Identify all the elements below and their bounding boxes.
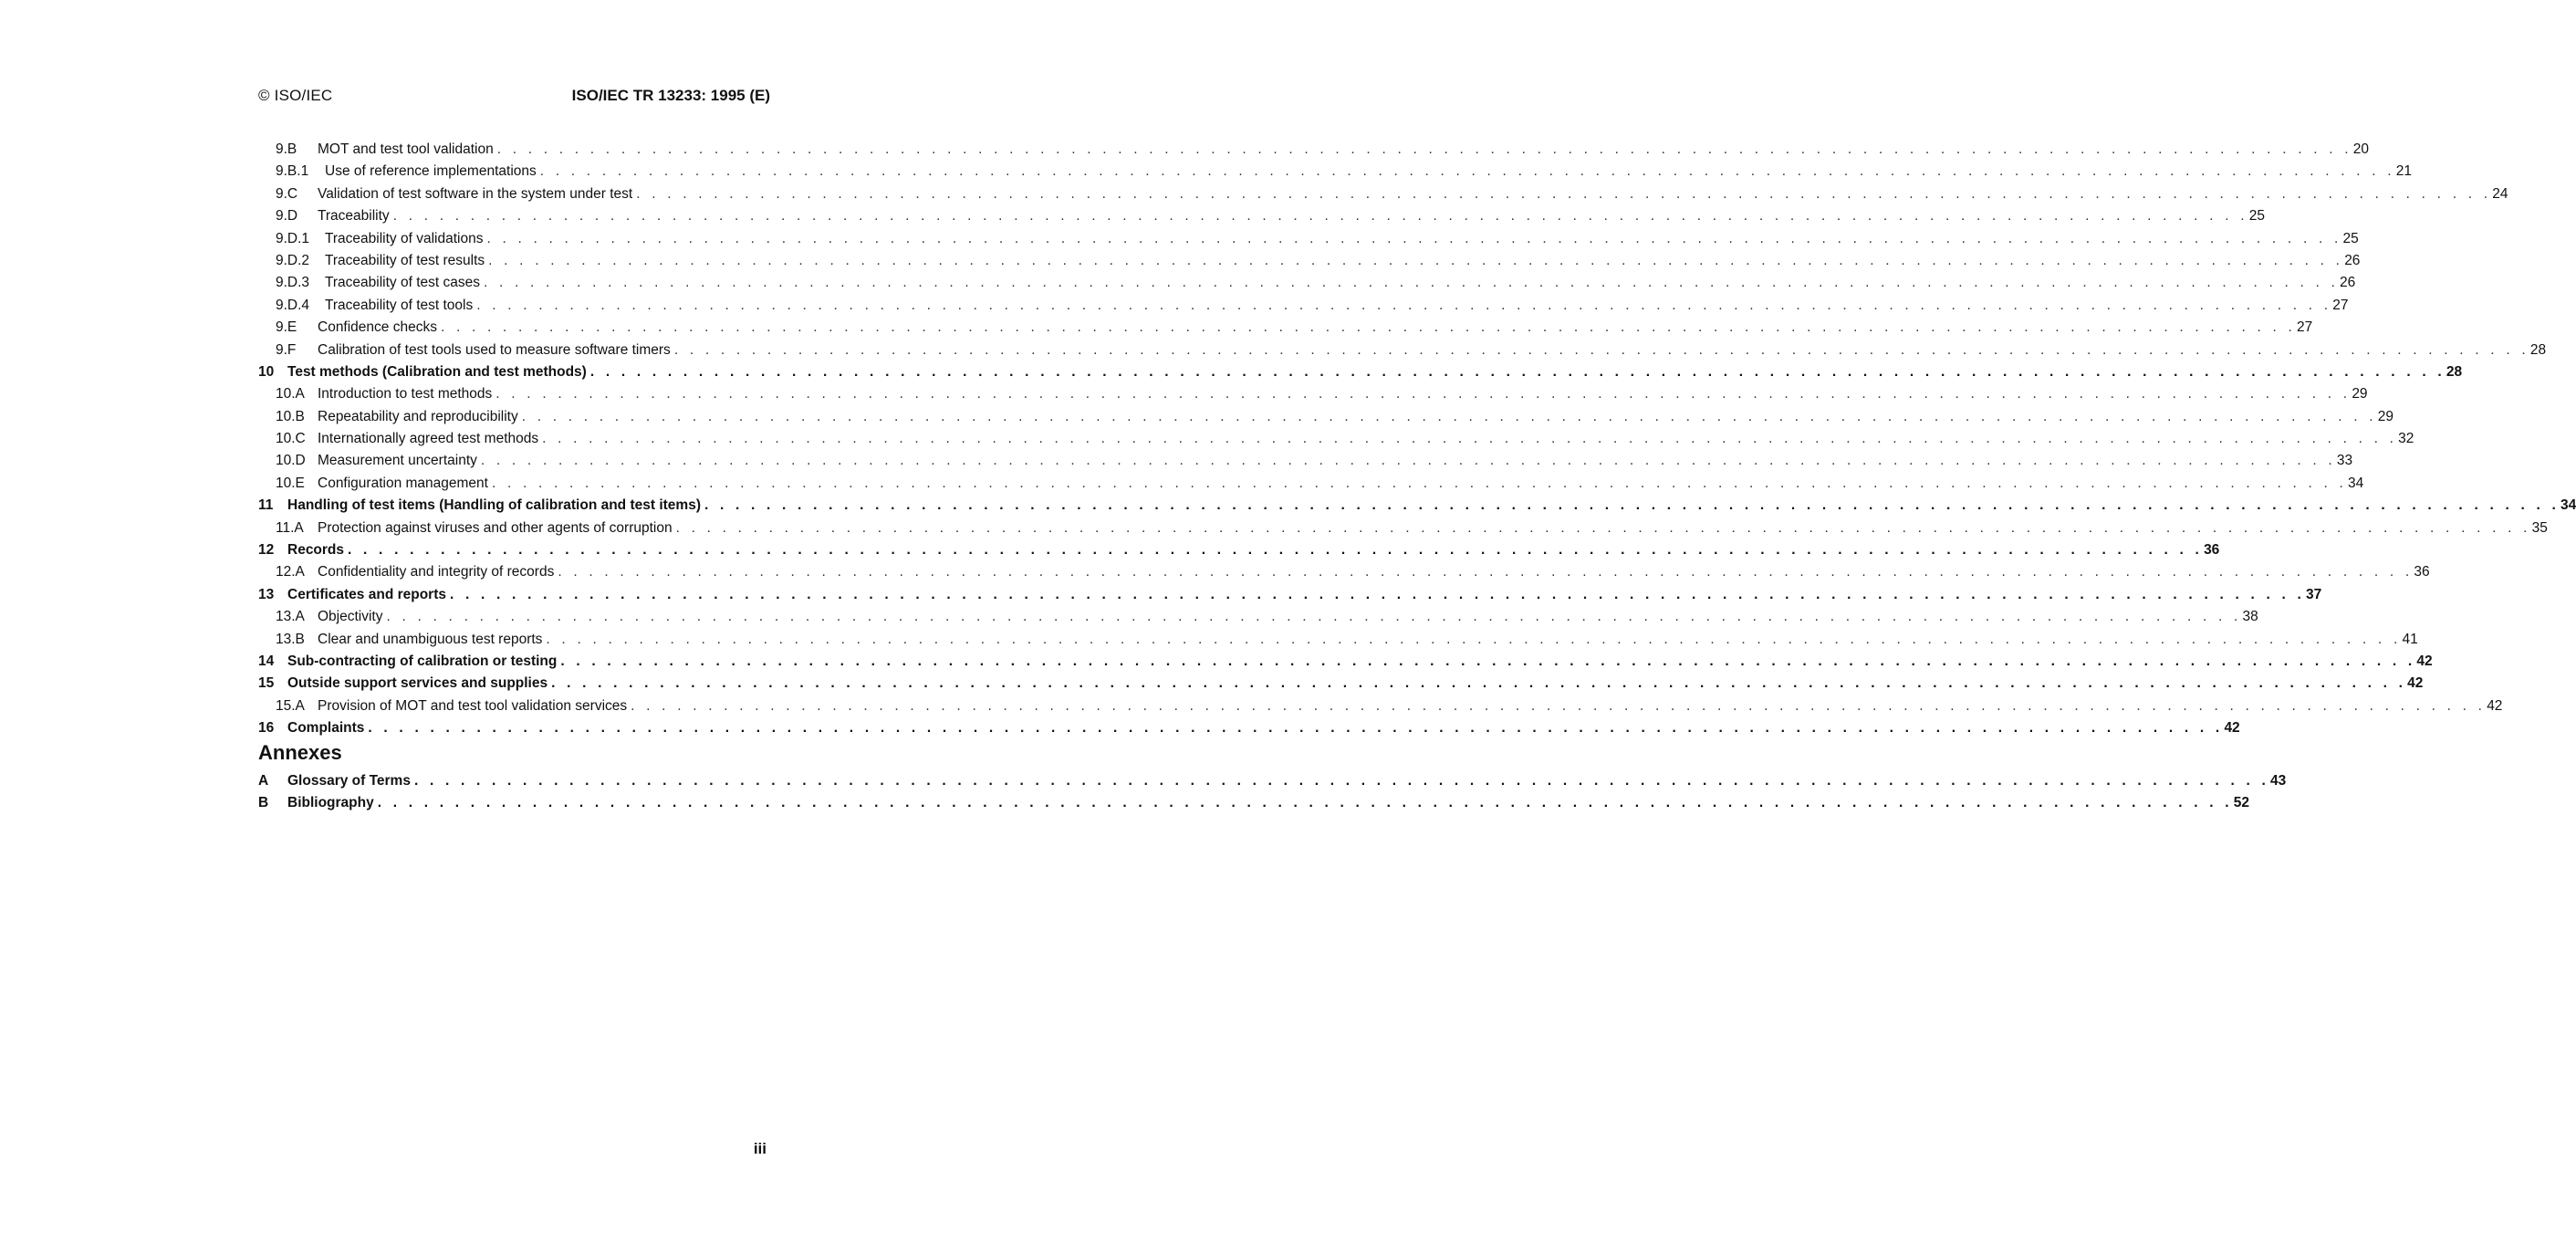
toc-entry-number: 10.B [276,408,305,424]
toc-entry[interactable] [258,695,2503,717]
toc-entry[interactable] [258,295,2349,317]
toc-entry-number: 12.A [276,564,305,580]
toc-entry-line [287,651,2433,673]
toc-entry-line [325,250,2361,272]
toc-dot-leader: . . . . . . . . . . . . . . . . . . . . . . . . . . . . . . . . . . . . . . . . . . . . . . . . . . . . . . . . . . . . . . . . . . . . . . . . . . . . . . . . . . . . . . . . . . . . . . . . . . . . . . . . . . . . . . . . . . . . . . . . [348,542,2204,559]
toc-entry-line [318,629,2418,651]
toc-dot-leader: . . . . . . . . . . . . . . . . . . . . . . . . . . . . . . . . . . . . . . . . . . . . . . . . . . . . . . . . . . . . . . . . . . . . . . . . . . . . . . . . . . . . . . . . . . . . . . . . . . . . . . . . . . . . . . . . . . . . . . . . [704,497,2560,514]
toc-entry-title: Traceability of validations [325,228,486,250]
toc-entry-page: 41 [2402,631,2418,647]
toc-dot-leader: . . . . . . . . . . . . . . . . . . . . . . . . . . . . . . . . . . . . . . . . . . . . . . . . . . . . . . . . . . . . . . . . . . . . . . . . . . . . . . . . . . . . . . . . . . . . . . . . . . . . . . . . . . . . . . . . . . . . . . . . [386,609,2242,625]
toc-entry-line [287,717,2240,739]
toc-entry-page: 26 [2344,252,2361,268]
toc-dot-leader: . . . . . . . . . . . . . . . . . . . . . . . . . . . . . . . . . . . . . . . . . . . . . . . . . . . . . . . . . . . . . . . . . . . . . . . . . . . . . . . . . . . . . . . . . . . . . . . . . . . . . . . . . . . . . . . . . . . . . . . . [495,386,2352,402]
toc-entry-line [318,561,2430,583]
toc-entry-page: 36 [2414,564,2430,580]
toc-entry[interactable] [258,272,2356,294]
toc-entry-title: Internationally agreed test methods [318,428,542,450]
toc-entry[interactable] [258,361,2463,383]
toc-entry-title: Repeatability and reproducibility [318,406,522,428]
toc-dot-leader: . . . . . . . . . . . . . . . . . . . . . . . . . . . . . . . . . . . . . . . . . . . . . . . . . . . . . . . . . . . . . . . . . . . . . . . . . . . . . . . . . . . . . . . . . . . . . . . . . . . . . . . . . . . . . . . . . . . . . . . . [539,163,2395,180]
header-copyright: © ISO/IEC [258,87,333,104]
toc-entry-title: Confidentiality and integrity of records [318,561,558,583]
toc-entry-title: Clear and unambiguous test reports [318,629,546,651]
toc-dot-leader: . . . . . . . . . . . . . . . . . . . . . . . . . . . . . . . . . . . . . . . . . . . . . . . . . . . . . . . . . . . . . . . . . . . . . . . . . . . . . . . . . . . . . . . . . . . . . . . . . . . . . . . . . . . . . . . . . . . . . . . . [589,363,2446,380]
toc-entry-number: 15 [258,675,275,692]
toc-dot-leader: . . . . . . . . . . . . . . . . . . . . . . . . . . . . . . . . . . . . . . . . . . . . . . . . . . . . . . . . . . . . . . . . . . . . . . . . . . . . . . . . . . . . . . . . . . . . . . . . . . . . . . . . . . . . . . . . . . . . . . . . [560,653,2416,669]
toc-entry-title: Objectivity [318,606,387,628]
toc-dot-leader: . . . . . . . . . . . . . . . . . . . . . . . . . . . . . . . . . . . . . . . . . . . . . . . . . . . . . . . . . . . . . . . . . . . . . . . . . . . . . . . . . . . . . . . . . . . . . . . . . . . . . . . . . . . . . . . . . . . . . . . . [450,586,2306,602]
toc-entry-line [318,317,2313,339]
toc-entry-number: 10 [258,363,275,380]
toc-entry-line [318,517,2548,539]
toc-entry[interactable] [258,629,2418,651]
toc-entry-line [318,383,2368,405]
toc-entry[interactable] [258,205,2265,227]
toc-entry[interactable] [258,539,2220,561]
toc-entry-title: Traceability [318,205,393,227]
toc-entry[interactable] [258,495,2576,517]
toc-entry-title: Introduction to test methods [318,383,495,405]
toc-entry-title: Traceability of test tools [325,295,476,317]
toc-entry-line [318,695,2503,717]
toc-entry-number: 12 [258,542,275,559]
toc-entry-line [318,428,2414,450]
toc-entry-title: Complaints [287,717,368,739]
toc-entry-title: Glossary of Terms [287,770,414,792]
toc-dot-leader: . . . . . . . . . . . . . . . . . . . . . . . . . . . . . . . . . . . . . . . . . . . . . . . . . . . . . . . . . . . . . . . . . . . . . . . . . . . . . . . . . . . . . . . . . . . . . . . . . . . . . . . . . . . . . . . . . . . . . . . . [546,631,2402,647]
toc-entry-line [318,340,2547,361]
toc-entry[interactable] [258,340,2547,361]
toc-dot-leader: . . . . . . . . . . . . . . . . . . . . . . . . . . . . . . . . . . . . . . . . . . . . . . . . . . . . . . . . . . . . . . . . . . . . . . . . . . . . . . . . . . . . . . . . . . . . . . . . . . . . . . . . . . . . . . . . . . . . . . . . [673,341,2529,358]
toc-entry-line [318,183,2508,205]
toc-entry-title: Use of reference implementations [325,161,540,183]
toc-entry[interactable] [258,651,2433,673]
toc-entry-page: 32 [2398,431,2414,447]
toc-entry-page: 35 [2531,519,2548,536]
toc-entry[interactable] [258,428,2414,450]
toc-dot-leader: . . . . . . . . . . . . . . . . . . . . . . . . . . . . . . . . . . . . . . . . . . . . . . . . . . . . . . . . . . . . . . . . . . . . . . . . . . . . . . . . . . . . . . . . . . . . . . . . . . . . . . . . . . . . . . . . . . . . . . . . [484,275,2340,291]
page-number: iii [753,1140,767,1157]
toc-entry-title: Validation of test software in the system under test [318,183,636,205]
toc-entry-line [318,450,2353,472]
toc-entry-number: 10.A [276,386,305,402]
toc-entry-page: 27 [2297,319,2313,336]
toc-entry-number: 9.B.1 [276,163,309,180]
toc-entry-page: 42 [2416,653,2433,669]
toc-entry[interactable] [258,792,2250,814]
toc-entry-title: Configuration management [318,473,492,495]
toc-entry-title: Provision of MOT and test tool validation services [318,695,631,717]
toc-entry[interactable] [258,717,2240,739]
toc-dot-leader: . . . . . . . . . . . . . . . . . . . . . . . . . . . . . . . . . . . . . . . . . . . . . . . . . . . . . . . . . . . . . . . . . . . . . . . . . . . . . . . . . . . . . . . . . . . . . . . . . . . . . . . . . . . . . . . . . . . . . . . . [488,252,2344,268]
toc-entry-title: Bibliography [287,792,378,814]
toc-dot-leader: . . . . . . . . . . . . . . . . . . . . . . . . . . . . . . . . . . . . . . . . . . . . . . . . . . . . . . . . . . . . . . . . . . . . . . . . . . . . . . . . . . . . . . . . . . . . . . . . . . . . . . . . . . . . . . . . . . . . . . . . [551,675,2407,692]
toc-entry[interactable] [258,383,2368,405]
toc-dot-leader: . . . . . . . . . . . . . . . . . . . . . . . . . . . . . . . . . . . . . . . . . . . . . . . . . . . . . . . . . . . . . . . . . . . . . . . . . . . . . . . . . . . . . . . . . . . . . . . . . . . . . . . . . . . . . . . . . . . . . . . . [631,697,2487,714]
toc-dot-leader: . . . . . . . . . . . . . . . . . . . . . . . . . . . . . . . . . . . . . . . . . . . . . . . . . . . . . . . . . . . . . . . . . . . . . . . . . . . . . . . . . . . . . . . . . . . . . . . . . . . . . . . . . . . . . . . . . . . . . . . . [476,297,2332,313]
toc-entry-number: 13.A [276,609,305,625]
toc-entry-line [325,161,2413,183]
toc-dot-leader: . . . . . . . . . . . . . . . . . . . . . . . . . . . . . . . . . . . . . . . . . . . . . . . . . . . . . . . . . . . . . . . . . . . . . . . . . . . . . . . . . . . . . . . . . . . . . . . . . . . . . . . . . . . . . . . . . . . . . . . . [440,319,2296,336]
toc-entry-line [318,139,2369,161]
toc-entry-title: Test methods (Calibration and test methods) [287,361,590,383]
toc-dot-leader: . . . . . . . . . . . . . . . . . . . . . . . . . . . . . . . . . . . . . . . . . . . . . . . . . . . . . . . . . . . . . . . . . . . . . . . . . . . . . . . . . . . . . . . . . . . . . . . . . . . . . . . . . . . . . . . . . . . . . . . . [480,453,2336,469]
toc-entry-page: 20 [2352,141,2369,157]
toc-entry-line [287,495,2576,517]
table-of-contents [258,139,2576,740]
toc-entry[interactable] [258,584,2322,606]
toc-entry[interactable] [258,473,2364,495]
toc-entry-number: 13 [258,586,275,602]
toc-entry[interactable] [258,561,2430,583]
toc-dot-leader: . . . . . . . . . . . . . . . . . . . . . . . . . . . . . . . . . . . . . . . . . . . . . . . . . . . . . . . . . . . . . . . . . . . . . . . . . . . . . . . . . . . . . . . . . . . . . . . . . . . . . . . . . . . . . . . . . . . . . . . . [392,208,2248,225]
toc-entry-number: 16 [258,720,275,737]
toc-entry-page: 43 [2270,773,2287,789]
toc-entry-line [287,361,2463,383]
toc-entry-title: Records [287,539,348,561]
toc-entry-number: 9.B [276,141,297,157]
toc-entry-number: 13.B [276,631,305,647]
toc-entry-title: Outside support services and supplies [287,673,551,695]
toc-entry[interactable] [258,406,2393,428]
toc-dot-leader: . . . . . . . . . . . . . . . . . . . . . . . . . . . . . . . . . . . . . . . . . . . . . . . . . . . . . . . . . . . . . . . . . . . . . . . . . . . . . . . . . . . . . . . . . . . . . . . . . . . . . . . . . . . . . . . . . . . . . . . . [496,141,2352,157]
toc-entry-line [318,473,2364,495]
toc-entry-number: 9.D.4 [276,297,310,313]
toc-entry-title: Protection against viruses and other agents of corruption [318,517,676,539]
toc-entry-number: 11 [258,497,274,514]
toc-entry[interactable] [258,673,2424,695]
toc-entry-number: 9.D [276,208,298,225]
toc-entry-line [325,228,2359,250]
toc-dot-leader: . . . . . . . . . . . . . . . . . . . . . . . . . . . . . . . . . . . . . . . . . . . . . . . . . . . . . . . . . . . . . . . . . . . . . . . . . . . . . . . . . . . . . . . . . . . . . . . . . . . . . . . . . . . . . . . . . . . . . . . . [486,230,2342,246]
toc-dot-leader: . . . . . . . . . . . . . . . . . . . . . . . . . . . . . . . . . . . . . . . . . . . . . . . . . . . . . . . . . . . . . . . . . . . . . . . . . . . . . . . . . . . . . . . . . . . . . . . . . . . . . . . . . . . . . . . . . . . . . . . . [675,519,2531,536]
toc-dot-leader: . . . . . . . . . . . . . . . . . . . . . . . . . . . . . . . . . . . . . . . . . . . . . . . . . . . . . . . . . . . . . . . . . . . . . . . . . . . . . . . . . . . . . . . . . . . . . . . . . . . . . . . . . . . . . . . . . . . . . . . . [413,773,2269,789]
toc-entry-line [318,205,2265,227]
toc-entry[interactable] [258,228,2359,250]
toc-dot-leader: . . . . . . . . . . . . . . . . . . . . . . . . . . . . . . . . . . . . . . . . . . . . . . . . . . . . . . . . . . . . . . . . . . . . . . . . . . . . . . . . . . . . . . . . . . . . . . . . . . . . . . . . . . . . . . . . . . . . . . . . [368,720,2224,737]
toc-entry-line [318,406,2393,428]
toc-entry-number: 11.A [276,519,304,536]
toc-entry-page: 42 [2224,720,2240,737]
toc-entry-number: 10.E [276,475,305,491]
toc-entry-number: 9.D.3 [276,275,310,291]
toc-entry-number: 9.F [276,341,297,358]
toc-entry-line [287,770,2287,792]
toc-entry-title: Sub-contracting of calibration or testing [287,651,560,673]
toc-entry-number: 9.D.1 [276,230,310,246]
toc-entry-line [287,584,2322,606]
toc-entry-page: 25 [2248,208,2265,225]
toc-entry-title: Measurement uncertainty [318,450,481,472]
toc-entry[interactable] [258,139,2369,161]
toc-entry-page: 33 [2336,453,2353,469]
toc-entry-page: 27 [2332,297,2349,313]
toc-entry-page: 42 [2487,697,2503,714]
toc-dot-leader: . . . . . . . . . . . . . . . . . . . . . . . . . . . . . . . . . . . . . . . . . . . . . . . . . . . . . . . . . . . . . . . . . . . . . . . . . . . . . . . . . . . . . . . . . . . . . . . . . . . . . . . . . . . . . . . . . . . . . . . . [377,795,2233,811]
toc-entry-page: 34 [2348,475,2364,491]
toc-entry-title: Certificates and reports [287,584,450,606]
toc-entry-page: 28 [2529,341,2547,358]
toc-entry-title: Calibration of test tools used to measure software timers [318,340,674,361]
toc-entry-page: 37 [2306,586,2322,602]
toc-entry[interactable] [258,250,2361,272]
toc-entry-page: 28 [2446,363,2463,380]
toc-entry-number: 10.C [276,431,306,447]
toc-dot-leader: . . . . . . . . . . . . . . . . . . . . . . . . . . . . . . . . . . . . . . . . . . . . . . . . . . . . . . . . . . . . . . . . . . . . . . . . . . . . . . . . . . . . . . . . . . . . . . . . . . . . . . . . . . . . . . . . . . . . . . . . [558,564,2414,580]
header-document-id: ISO/IEC TR 13233: 1995 (E) [571,87,770,104]
toc-entry[interactable] [258,770,2287,792]
toc-dot-leader: . . . . . . . . . . . . . . . . . . . . . . . . . . . . . . . . . . . . . . . . . . . . . . . . . . . . . . . . . . . . . . . . . . . . . . . . . . . . . . . . . . . . . . . . . . . . . . . . . . . . . . . . . . . . . . . . . . . . . . . . [491,475,2348,491]
toc-entry-line [287,539,2220,561]
toc-entry[interactable] [258,517,2548,539]
toc-entry-number: 9.C [276,185,298,202]
toc-dot-leader: . . . . . . . . . . . . . . . . . . . . . . . . . . . . . . . . . . . . . . . . . . . . . . . . . . . . . . . . . . . . . . . . . . . . . . . . . . . . . . . . . . . . . . . . . . . . . . . . . . . . . . . . . . . . . . . . . . . . . . . . [636,185,2492,202]
toc-entry-page: 24 [2492,185,2508,202]
toc-entry-title: Handling of test items (Handling of calibration and test items) [287,495,704,517]
toc-entry-line [287,673,2424,695]
toc-entry-line [287,792,2250,814]
toc-entry-number: A [258,773,269,789]
toc-entry-page: 26 [2340,275,2356,291]
toc-entry-line [325,295,2349,317]
annexes-list [258,770,2287,815]
toc-entry-page: 52 [2233,795,2250,811]
toc-dot-leader: . . . . . . . . . . . . . . . . . . . . . . . . . . . . . . . . . . . . . . . . . . . . . . . . . . . . . . . . . . . . . . . . . . . . . . . . . . . . . . . . . . . . . . . . . . . . . . . . . . . . . . . . . . . . . . . . . . . . . . . . [521,408,2377,424]
toc-entry-page: 36 [2204,542,2220,559]
toc-entry-line [318,606,2258,628]
toc-entry-number: 9.E [276,319,297,336]
toc-entry-number: 10.D [276,453,306,469]
toc-entry[interactable] [258,450,2353,472]
toc-entry-page: 21 [2395,163,2413,180]
toc-entry[interactable] [258,606,2258,628]
toc-dot-leader: . . . . . . . . . . . . . . . . . . . . . . . . . . . . . . . . . . . . . . . . . . . . . . . . . . . . . . . . . . . . . . . . . . . . . . . . . . . . . . . . . . . . . . . . . . . . . . . . . . . . . . . . . . . . . . . . . . . . . . . . [542,431,2398,447]
toc-entry-number: 9.D.2 [276,252,310,268]
toc-entry-page: 25 [2342,230,2359,246]
toc-entry-page: 34 [2560,497,2576,514]
toc-entry[interactable] [258,161,2413,183]
toc-entry-title: MOT and test tool validation [318,139,497,161]
toc-entry-number: 14 [258,653,275,669]
toc-entry-number: 15.A [276,697,305,714]
toc-entry-line [325,272,2356,294]
toc-entry-number: B [258,795,269,811]
toc-entry[interactable] [258,317,2313,339]
toc-entry-page: 29 [2377,408,2393,424]
toc-entry-title: Confidence checks [318,317,441,339]
annexes-heading: Annexes [258,741,342,764]
toc-entry-page: 29 [2352,386,2368,402]
toc-entry-page: 38 [2242,609,2258,625]
toc-entry-page: 42 [2407,675,2424,692]
toc-entry-title: Traceability of test cases [325,272,484,294]
toc-entry[interactable] [258,183,2508,205]
toc-entry-title: Traceability of test results [325,250,488,272]
